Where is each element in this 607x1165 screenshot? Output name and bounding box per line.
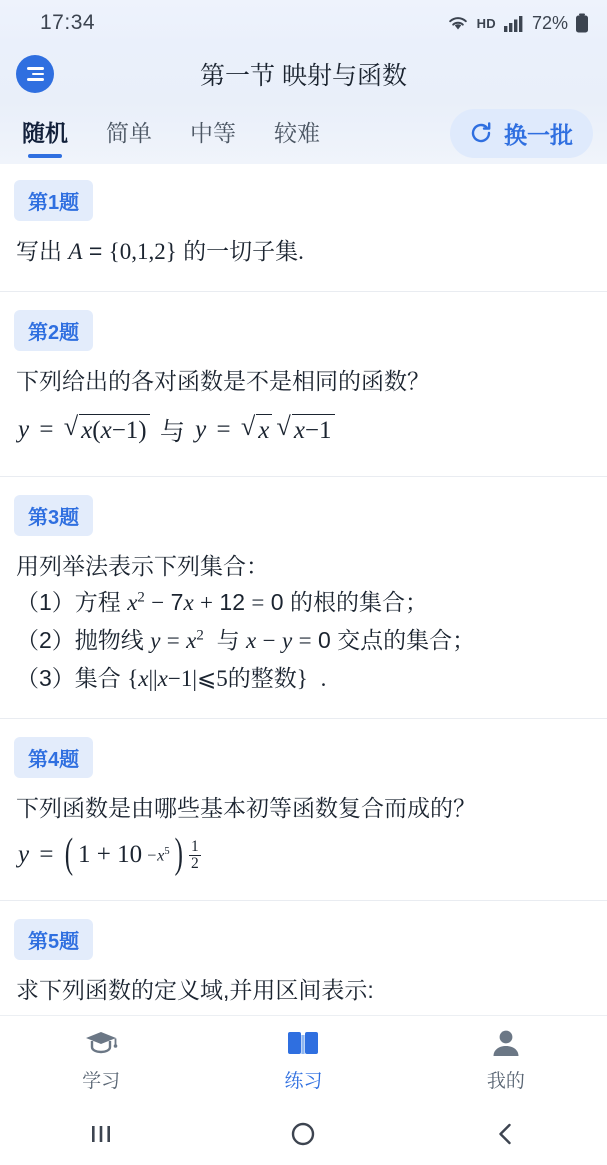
question-item [0, 164, 607, 294]
divider [0, 718, 607, 719]
page-title: 第一节 映射与函数 [200, 62, 407, 90]
hd-label: HD [476, 15, 496, 31]
question-formula: y = √ x(x−1) 与 y = √ x √ x−1 [16, 400, 591, 456]
question-body [0, 351, 607, 460]
question-text: （2）抛物线 $y = x^2$ 与 x − y = 0 交点的集合； [16, 627, 476, 654]
tab-random[interactable]: 随机 [22, 115, 68, 152]
signal-bars-icon [503, 14, 525, 32]
question-body [0, 778, 607, 884]
hamburger-menu-icon[interactable] [16, 55, 54, 93]
question-item [0, 721, 607, 903]
back-icon[interactable] [405, 1121, 607, 1147]
nav-item-study[interactable] [0, 1026, 202, 1093]
question-body [0, 536, 607, 702]
question-body [0, 960, 607, 1013]
question-text: （3）集合 {x||x−1|⩽5的整数} . [16, 664, 327, 691]
nav-item-mine[interactable] [405, 1026, 607, 1093]
nav-item-practice[interactable] [202, 1026, 404, 1093]
status-time: 17:34 [40, 11, 96, 34]
question-body [0, 221, 607, 275]
nav-label-mine: 我的 [486, 1070, 525, 1092]
system-navigation-bar [0, 1103, 607, 1165]
question-item [0, 294, 607, 479]
question-text: （1）方程 $x^2 - 7x + 12 = 0$ 的根的集合； [16, 589, 428, 616]
question-item [0, 903, 607, 1015]
question-item [0, 479, 607, 721]
divider [0, 291, 607, 292]
question-badge: 第2题 [14, 310, 93, 351]
status-bar [0, 0, 607, 46]
nav-label-practice: 练习 [284, 1070, 323, 1092]
battery-percent: 72% [531, 12, 568, 33]
divider [0, 900, 607, 901]
refresh-batch-button[interactable] [450, 109, 593, 158]
refresh-label: 换一批 [504, 121, 573, 148]
question-badge-wrap [0, 903, 607, 960]
question-text: 用列举法表示下列集合： [16, 552, 269, 579]
tab-hard[interactable]: 较难 [274, 119, 320, 146]
status-indicators [446, 13, 589, 34]
tab-medium[interactable]: 中等 [190, 119, 236, 146]
question-badge: 第1题 [14, 180, 93, 221]
tab-easy[interactable]: 简单 [106, 119, 152, 146]
app-header [0, 46, 607, 102]
open-book-icon [284, 1026, 322, 1060]
divider [0, 476, 607, 477]
question-badge: 第5题 [14, 919, 93, 960]
question-formula: y = ( 1 + 10 $-x^5$ ) $\frac{1}{2}$ [18, 831, 199, 878]
question-badge-wrap [0, 721, 607, 778]
battery-icon [575, 13, 589, 33]
recents-icon[interactable] [0, 1121, 202, 1147]
question-text: 写出 A = {0,1,2} 的一切子集. [16, 238, 304, 264]
question-text: 下列函数是由哪些基本初等函数复合而成的？ [16, 794, 476, 821]
bottom-navigation [0, 1015, 607, 1103]
graduation-cap-icon [82, 1026, 120, 1060]
home-icon[interactable] [202, 1120, 404, 1148]
question-list[interactable] [0, 164, 607, 1015]
refresh-icon [468, 120, 494, 146]
question-badge-wrap [0, 294, 607, 351]
question-badge: 第4题 [14, 737, 93, 778]
question-badge-wrap [0, 164, 607, 221]
wifi-icon [446, 13, 470, 33]
nav-label-study: 学习 [82, 1070, 121, 1092]
question-badge-wrap [0, 479, 607, 536]
difficulty-tabbar [0, 102, 607, 164]
question-badge: 第3题 [14, 495, 93, 536]
person-icon [489, 1026, 523, 1060]
question-text: 求下列函数的定义域,并用区间表示: [16, 977, 374, 1004]
question-text: 下列给出的各对函数是不是相同的函数？ [16, 367, 430, 394]
